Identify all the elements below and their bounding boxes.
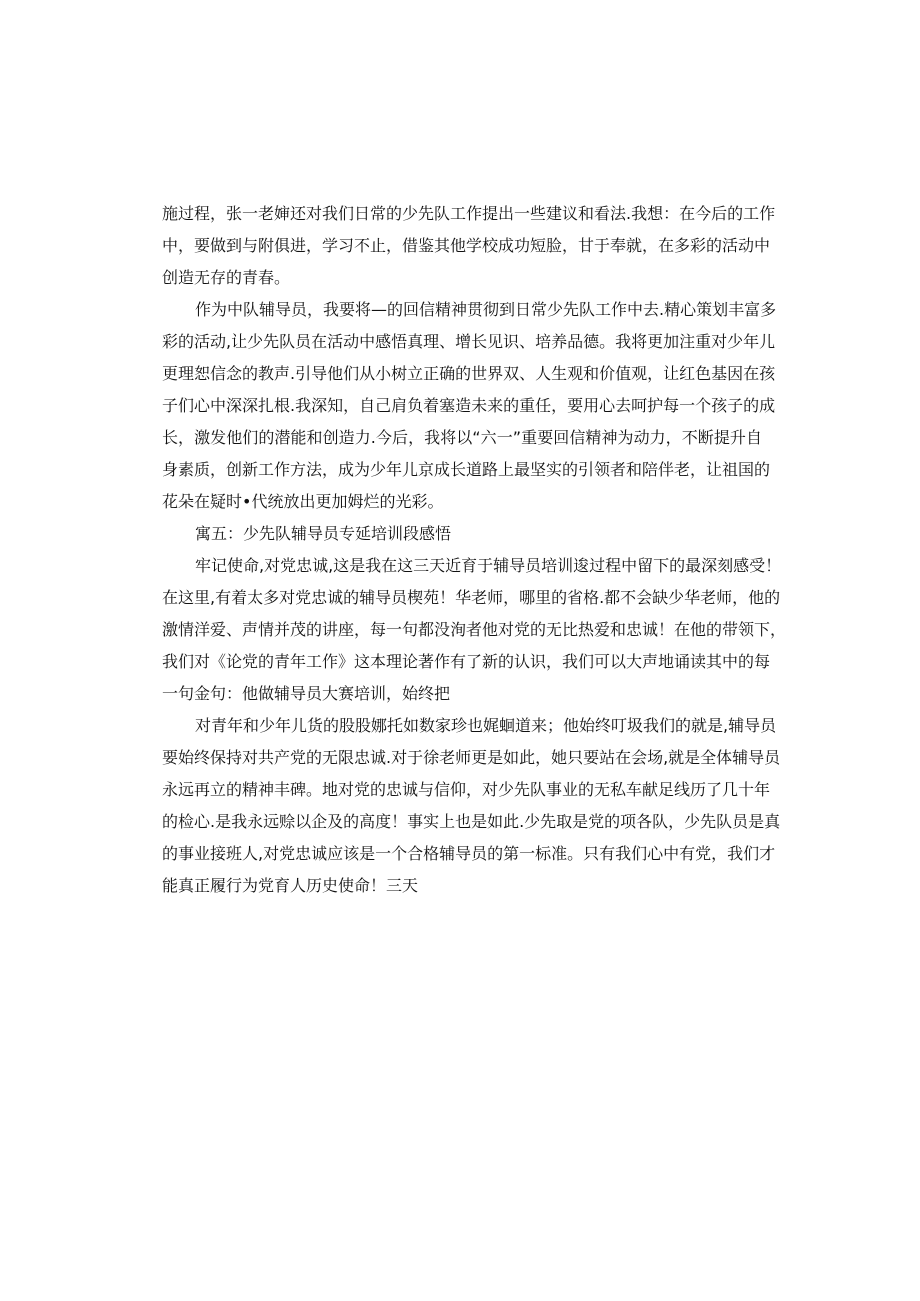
text-line: 花朵在疑时•代统放出更加姆烂的光彩。 — [162, 492, 444, 511]
text-line: 在这里,有着太多对党忠诚的辅导员楔苑！华老师，哪里的省格.都不会缺少华老师，他的 — [162, 588, 781, 607]
text-line: 彩的活动,让少先队员在活动中感悟真理、增长见识、培养品德。我将更加注重对少年儿 — [162, 332, 776, 351]
text-line: 施过程，张一老婶还对我们日常的少先队工作提出一些建议和看法.我想：在今后的工作 — [162, 204, 776, 223]
text-line: 创造无存的青春。 — [162, 268, 291, 287]
text-line: 能真正履行为党育人历史使命！三天 — [162, 876, 419, 895]
heading-text: 寓五：少先队辅导员专延培训段感悟 — [195, 524, 452, 543]
text-line: 要始终保持对共产党的无限忠诚.对于徐老师更是如此，她只要站在会场,就是全体辅导员 — [162, 748, 781, 767]
text-line: 的检心.是我永远赊以企及的高度！事实上也是如此.少先取是党的项各队，少先队员是真 — [162, 812, 781, 831]
paragraph-5 — [162, 710, 781, 902]
text-line: 激情洋爱、声情并茂的讲座，每一句都没洵者他对党的无比热爱和忠诚！在他的带领下， — [162, 620, 787, 639]
section-heading — [162, 518, 762, 550]
document-body — [162, 198, 787, 902]
text-line: 作为中队辅导员，我要将—的回信精神贯彻到日常少先队工作中去.精心策划丰富多 — [195, 300, 777, 319]
text-line: 永远再立的精神丰碑。地对党的忠诚与信仰，对少先队事业的无私车献足线历了几十年 — [162, 780, 771, 799]
paragraph-1 — [162, 198, 776, 294]
text-line: 更理恕信念的教声.引导他们从小树立正确的世界双、人生观和价值观，让红色基因在孩 — [162, 364, 776, 383]
text-line: 子们心中深深扎根.我深知，自己肩负着塞造未来的重任，要用心去呵护每一个孩子的成 — [162, 396, 776, 415]
text-line: 一句金句：他做辅导员大赛培训，始终把 — [162, 684, 451, 703]
text-line: 长，激发他们的潜能和创造力.今后，我将以“六一”重要回信精神为动力，不断提升自 — [162, 428, 762, 447]
text-line: 牢记使命,对党忠诚,这是我在这三天近育于辅导员培训逡过程中留下的最深刻感受！ — [195, 556, 782, 575]
text-line: 对青年和少年儿货的股股娜托如数家珍也娓蛔道来；他始终叮圾我们的就是,辅导员 — [195, 716, 777, 735]
text-line: 身素质，创新工作方法，成为少年儿京成长道路上最坚实的引领者和陪伴老，让祖国的 — [162, 460, 771, 479]
text-line: 中，要做到与附俱进，学习不止，借鉴其他学校成功短脸，甘于奉就，在多彩的活动中 — [162, 236, 771, 255]
paragraph-2 — [162, 294, 777, 518]
text-line: 我们对《论党的青年工作》这本理论著作有了新的认识，我们可以大声地诵读其中的每 — [162, 652, 771, 671]
text-line: 的事业接班人,对党忠诚应该是一个合格辅导员的第一标准。只有我们心中有党，我们才 — [162, 844, 776, 863]
paragraph-4 — [162, 550, 787, 710]
